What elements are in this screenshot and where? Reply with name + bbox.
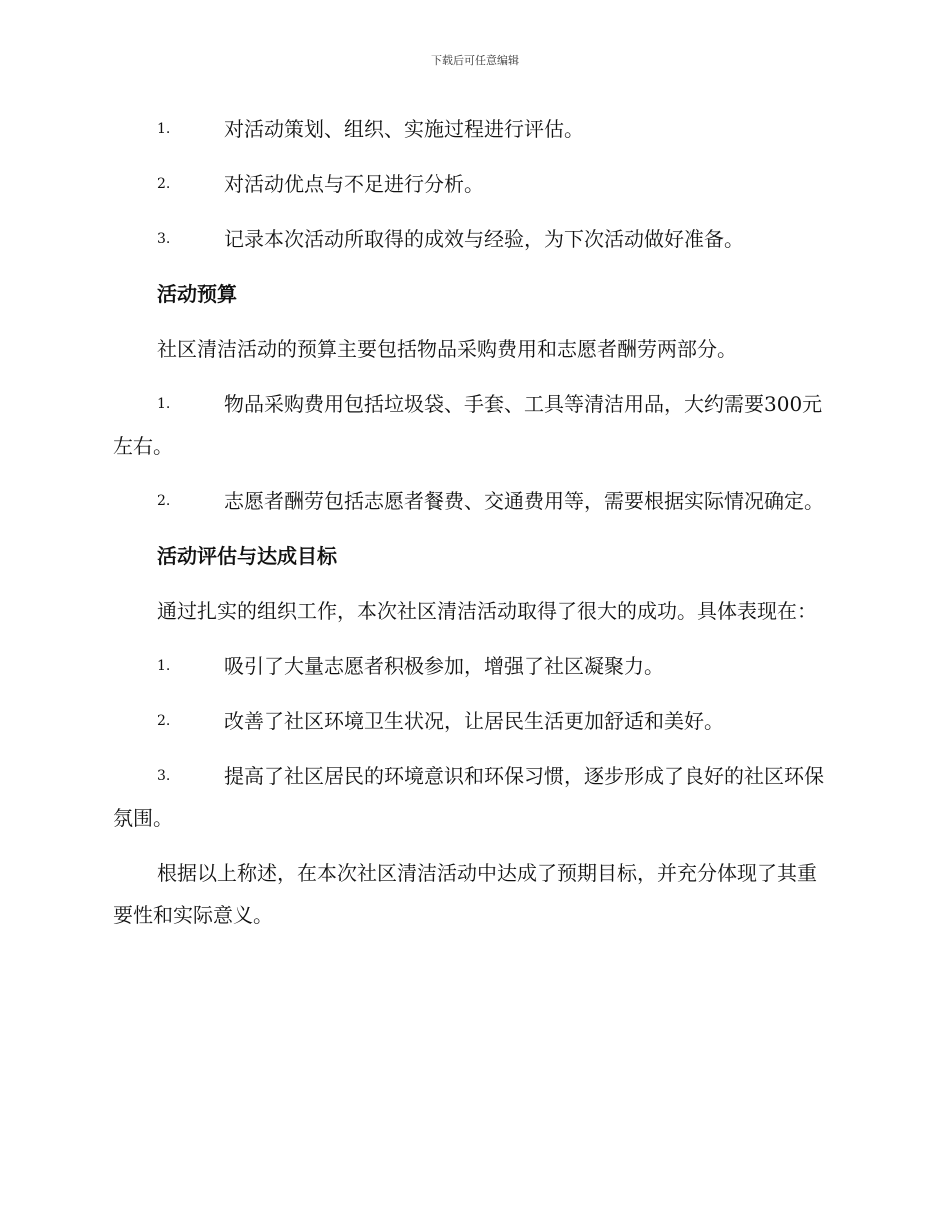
list-item <box>113 163 835 205</box>
list-number: 1. <box>157 658 171 674</box>
list-item <box>113 480 835 522</box>
list-item <box>113 700 835 742</box>
list-number: 1. <box>157 121 171 137</box>
list-number: 3. <box>157 231 171 247</box>
list-item <box>113 645 835 687</box>
list-text: 物品采购费用包括垃圾袋、手套、工具等清洁用品，大约需要300元左右。 <box>113 392 823 458</box>
document-body <box>113 108 835 949</box>
list-item <box>113 755 835 839</box>
list-text: 改善了社区环境卫生状况，让居民生活更加舒适和美好。 <box>224 709 724 733</box>
list-number: 1. <box>157 396 171 412</box>
list-item <box>113 108 835 150</box>
budget-heading: 活动预算 <box>157 282 237 306</box>
list-number: 3. <box>157 768 171 784</box>
goals-heading: 活动评估与达成目标 <box>157 544 337 568</box>
list-text: 对活动策划、组织、实施过程进行评估。 <box>224 117 584 141</box>
list-text: 对活动优点与不足进行分析。 <box>224 172 484 196</box>
list-text: 吸引了大量志愿者积极参加，增强了社区凝聚力。 <box>224 654 664 678</box>
list-text: 志愿者酬劳包括志愿者餐费、交通费用等，需要根据实际情况确定。 <box>224 489 824 513</box>
list-number: 2. <box>157 493 171 509</box>
list-number: 2. <box>157 176 171 192</box>
goals-intro: 通过扎实的组织工作，本次社区清洁活动取得了很大的成功。具体表现在： <box>157 599 817 623</box>
list-text: 记录本次活动所取得的成效与经验，为下次活动做好准备。 <box>224 227 744 251</box>
budget-intro: 社区清洁活动的预算主要包括物品采购费用和志愿者酬劳两部分。 <box>157 337 737 361</box>
list-item <box>113 218 835 260</box>
list-number: 2. <box>157 713 171 729</box>
page-header: 下载后可任意编辑 <box>431 54 519 67</box>
list-text: 提高了社区居民的环境意识和环保习惯，逐步形成了良好的社区环保氛围。 <box>113 764 824 830</box>
goals-conclusion: 根据以上称述，在本次社区清洁活动中达成了预期目标，并充分体现了其重要性和实际意义。 <box>113 861 817 927</box>
list-item <box>113 383 835 467</box>
